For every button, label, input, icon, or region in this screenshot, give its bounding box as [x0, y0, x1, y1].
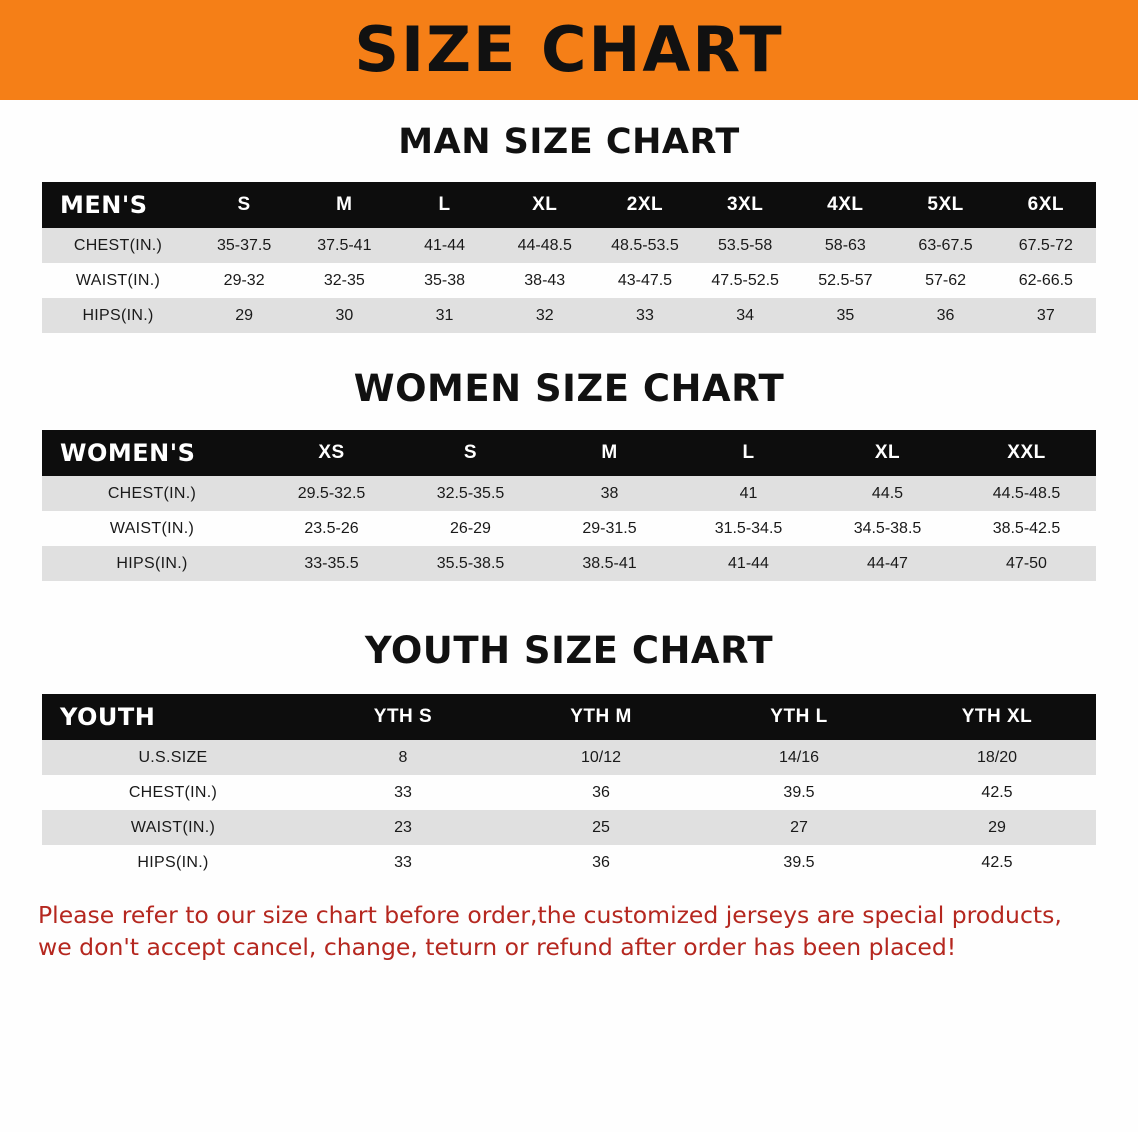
women-corner-label: WOMEN'S — [42, 430, 262, 476]
women-col-3: L — [679, 430, 818, 476]
youth-row-3-v3: 42.5 — [898, 845, 1096, 880]
youth-row-3-v1: 36 — [502, 845, 700, 880]
table-header-row — [42, 694, 1096, 740]
youth-col-2: YTH L — [700, 694, 898, 740]
women-row-0-v4: 44.5 — [818, 476, 957, 511]
table-row — [42, 263, 1096, 298]
man-row-0-v6: 58-63 — [795, 228, 895, 263]
man-row-1-v7: 57-62 — [895, 263, 995, 298]
man-row-2-v6: 35 — [795, 298, 895, 333]
man-section-title: MAN SIZE CHART — [398, 122, 740, 162]
youth-row-3-v0: 33 — [304, 845, 502, 880]
table-row — [42, 228, 1096, 263]
women-row-2-label: HIPS(IN.) — [42, 546, 262, 581]
women-row-1-v3: 31.5-34.5 — [679, 511, 818, 546]
women-row-1-label: WAIST(IN.) — [42, 511, 262, 546]
women-col-1: S — [401, 430, 540, 476]
women-row-1-v0: 23.5-26 — [262, 511, 401, 546]
women-col-4: XL — [818, 430, 957, 476]
youth-row-1-v2: 39.5 — [700, 775, 898, 810]
youth-corner-label: YOUTH — [42, 694, 304, 740]
man-row-1-v6: 52.5-57 — [795, 263, 895, 298]
youth-section-title: YOUTH SIZE CHART — [364, 629, 774, 672]
women-row-2-v5: 47-50 — [957, 546, 1096, 581]
man-row-0-v4: 48.5-53.5 — [595, 228, 695, 263]
women-row-0-v3: 41 — [679, 476, 818, 511]
man-row-0-v3: 44-48.5 — [495, 228, 595, 263]
man-row-0-label: CHEST(IN.) — [42, 228, 194, 263]
man-row-1-v1: 32-35 — [294, 263, 394, 298]
youth-table-wrap — [42, 694, 1096, 880]
man-row-0-v2: 41-44 — [394, 228, 494, 263]
man-col-6: 4XL — [795, 182, 895, 228]
page-banner — [0, 0, 1138, 100]
youth-row-0-label: U.S.SIZE — [42, 740, 304, 775]
youth-row-0-v2: 14/16 — [700, 740, 898, 775]
table-row — [42, 740, 1096, 775]
man-row-0-v1: 37.5-41 — [294, 228, 394, 263]
women-row-2-v4: 44-47 — [818, 546, 957, 581]
man-row-1-v8: 62-66.5 — [996, 263, 1096, 298]
youth-col-3: YTH XL — [898, 694, 1096, 740]
youth-row-1-v3: 42.5 — [898, 775, 1096, 810]
youth-row-0-v1: 10/12 — [502, 740, 700, 775]
man-row-2-v7: 36 — [895, 298, 995, 333]
youth-row-1-label: CHEST(IN.) — [42, 775, 304, 810]
women-col-2: M — [540, 430, 679, 476]
women-row-0-v0: 29.5-32.5 — [262, 476, 401, 511]
women-col-0: XS — [262, 430, 401, 476]
disclaimer-note — [38, 900, 1100, 963]
man-col-2: L — [394, 182, 494, 228]
women-col-5: XXL — [957, 430, 1096, 476]
man-row-2-label: HIPS(IN.) — [42, 298, 194, 333]
women-row-1-v2: 29-31.5 — [540, 511, 679, 546]
women-size-table — [42, 430, 1096, 581]
women-row-0-v2: 38 — [540, 476, 679, 511]
women-row-2-v3: 41-44 — [679, 546, 818, 581]
table-row — [42, 511, 1096, 546]
man-col-3: XL — [495, 182, 595, 228]
youth-row-0-v3: 18/20 — [898, 740, 1096, 775]
man-row-2-v8: 37 — [996, 298, 1096, 333]
man-size-table — [42, 182, 1096, 333]
women-section-title: WOMEN SIZE CHART — [353, 367, 785, 410]
youth-row-2-v3: 29 — [898, 810, 1096, 845]
man-row-2-v1: 30 — [294, 298, 394, 333]
man-row-0-v0: 35-37.5 — [194, 228, 294, 263]
youth-row-2-v0: 23 — [304, 810, 502, 845]
women-row-2-v0: 33-35.5 — [262, 546, 401, 581]
women-row-1-v1: 26-29 — [401, 511, 540, 546]
man-row-1-v4: 43-47.5 — [595, 263, 695, 298]
table-row — [42, 476, 1096, 511]
man-col-4: 2XL — [595, 182, 695, 228]
man-row-2-v2: 31 — [394, 298, 494, 333]
table-row — [42, 775, 1096, 810]
women-row-1-v5: 38.5-42.5 — [957, 511, 1096, 546]
man-col-0: S — [194, 182, 294, 228]
table-header-row — [42, 430, 1096, 476]
man-row-0-v5: 53.5-58 — [695, 228, 795, 263]
women-row-1-v4: 34.5-38.5 — [818, 511, 957, 546]
man-corner-label: MEN'S — [42, 182, 194, 228]
man-row-0-v8: 67.5-72 — [996, 228, 1096, 263]
youth-row-1-v1: 36 — [502, 775, 700, 810]
man-col-1: M — [294, 182, 394, 228]
women-row-2-v2: 38.5-41 — [540, 546, 679, 581]
table-row — [42, 546, 1096, 581]
table-row — [42, 845, 1096, 880]
man-row-2-v4: 33 — [595, 298, 695, 333]
man-table-wrap — [42, 182, 1096, 333]
man-col-5: 3XL — [695, 182, 795, 228]
disclaimer-line-2: we don't accept cancel, change, teturn or refund after order has been placed! — [38, 932, 957, 961]
man-row-1-v3: 38-43 — [495, 263, 595, 298]
man-row-1-v2: 35-38 — [394, 263, 494, 298]
disclaimer-line-1: Please refer to our size chart before order,the customized jerseys are special products, — [38, 901, 1062, 929]
man-row-1-v5: 47.5-52.5 — [695, 263, 795, 298]
youth-row-2-label: WAIST(IN.) — [42, 810, 304, 845]
youth-row-2-v1: 25 — [502, 810, 700, 845]
women-row-0-label: CHEST(IN.) — [42, 476, 262, 511]
women-row-2-v1: 35.5-38.5 — [401, 546, 540, 581]
man-row-2-v3: 32 — [495, 298, 595, 333]
youth-row-0-v0: 8 — [304, 740, 502, 775]
women-row-0-v5: 44.5-48.5 — [957, 476, 1096, 511]
youth-row-3-label: HIPS(IN.) — [42, 845, 304, 880]
page-title: SIZE CHART — [354, 13, 784, 86]
women-row-0-v1: 32.5-35.5 — [401, 476, 540, 511]
man-row-0-v7: 63-67.5 — [895, 228, 995, 263]
man-row-1-v0: 29-32 — [194, 263, 294, 298]
man-col-8: 6XL — [996, 182, 1096, 228]
man-row-1-label: WAIST(IN.) — [42, 263, 194, 298]
table-header-row — [42, 182, 1096, 228]
table-row — [42, 298, 1096, 333]
youth-col-1: YTH M — [502, 694, 700, 740]
youth-row-2-v2: 27 — [700, 810, 898, 845]
man-row-2-v0: 29 — [194, 298, 294, 333]
table-row — [42, 810, 1096, 845]
youth-row-1-v0: 33 — [304, 775, 502, 810]
women-table-wrap — [42, 430, 1096, 581]
man-col-7: 5XL — [895, 182, 995, 228]
youth-row-3-v2: 39.5 — [700, 845, 898, 880]
youth-size-table — [42, 694, 1096, 880]
youth-col-0: YTH S — [304, 694, 502, 740]
man-row-2-v5: 34 — [695, 298, 795, 333]
